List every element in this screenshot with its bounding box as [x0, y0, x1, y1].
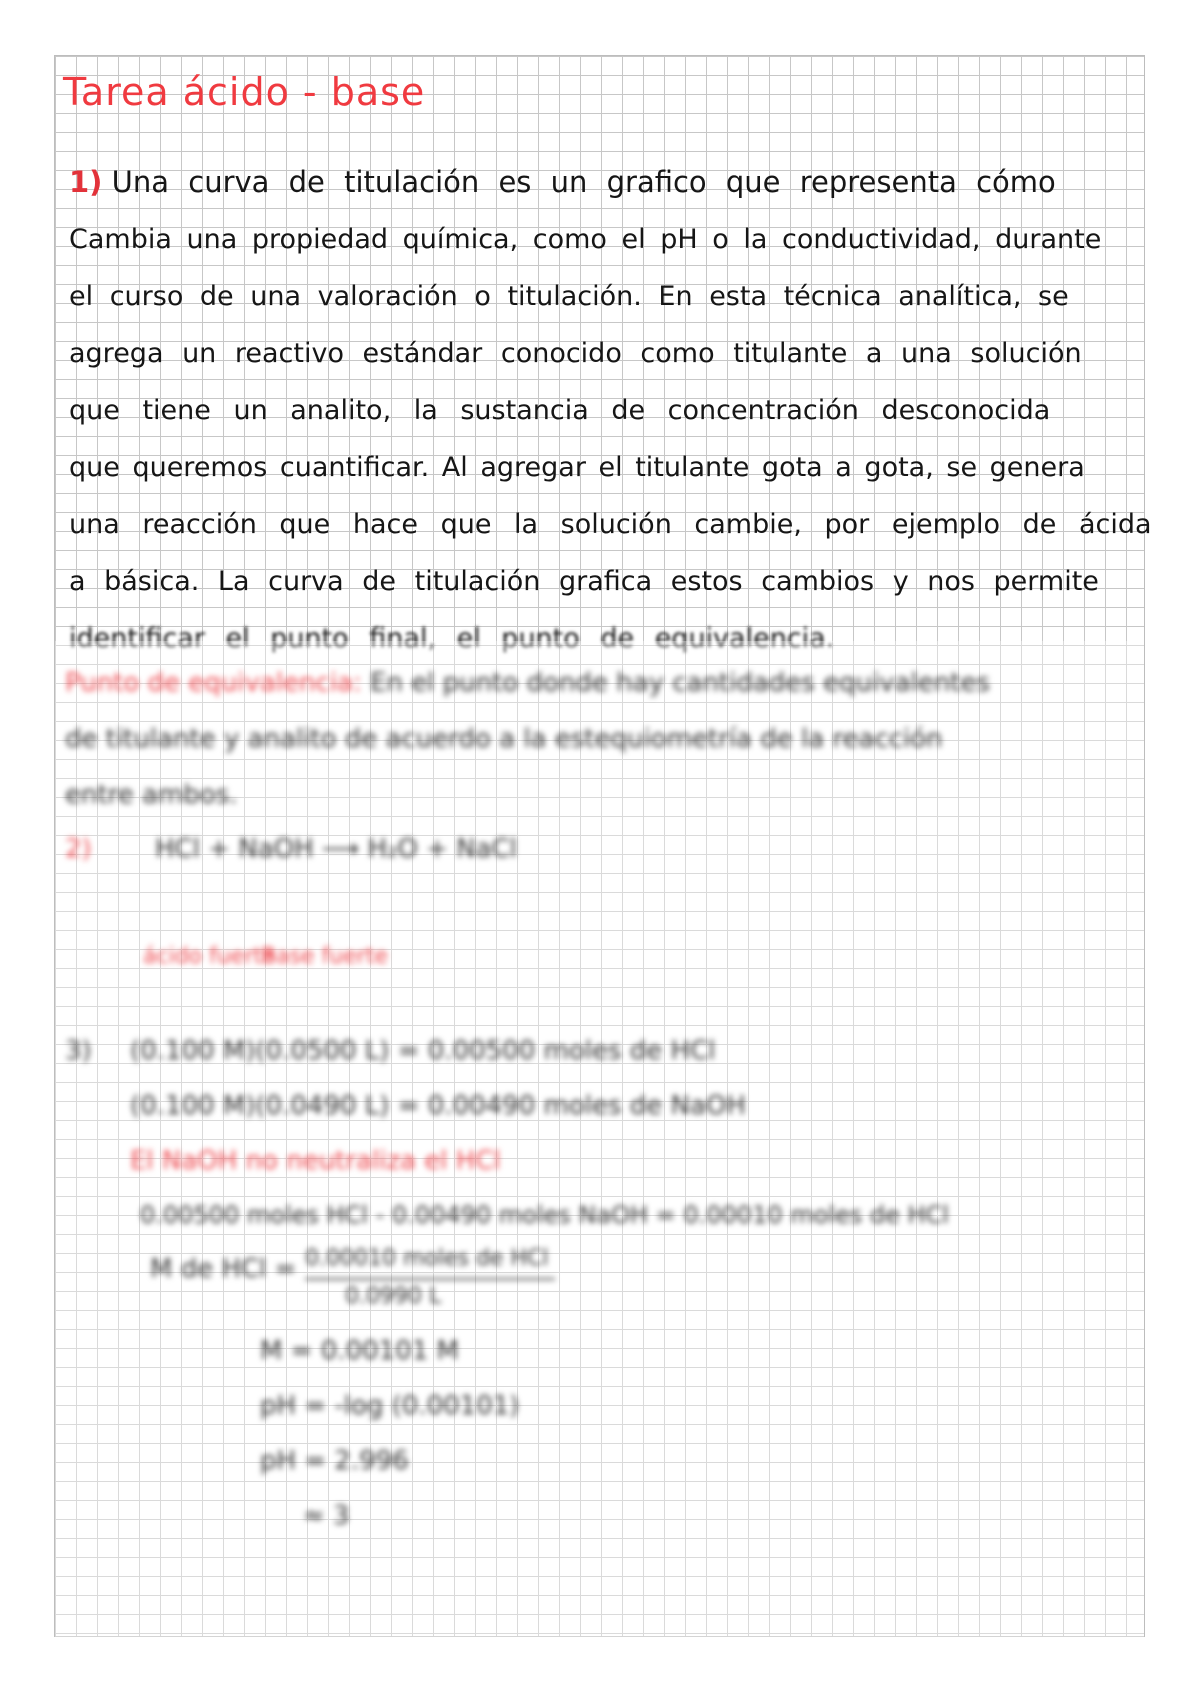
calc-line: 0.00500 moles HCl - 0.00490 moles NaOH = 0.00010 moles de HCl: [140, 1201, 949, 1229]
acid-label: ácido fuerte: [143, 944, 276, 969]
fraction-numerator: 0.00010 moles de HCl: [305, 1246, 549, 1271]
fraction-bar: [305, 1278, 555, 1280]
blurred-line: entre ambos.: [65, 780, 238, 810]
calc-line: pH = 2.996: [260, 1446, 409, 1476]
term-definition: En el punto donde hay cantidades equivalentes: [370, 668, 991, 698]
chemical-equation: HCl + NaOH ⟶ H₂O + NaCl: [155, 834, 517, 864]
paragraph-line: [69, 325, 1139, 382]
blurred-line: [65, 668, 990, 698]
grid-paper-sheet: [54, 55, 1152, 1637]
paragraph-line-text: que queremos cuantificar. Al agregar el titulante gota a gota, se genera: [69, 452, 1085, 483]
paragraph-line: [69, 268, 1139, 325]
paragraph-line-text: que tiene un analito, la sustancia de concentración desconocida: [69, 395, 1051, 426]
blurred-content: [55, 646, 1144, 1636]
paragraph-line: [69, 211, 1139, 268]
paragraph-line-text: a básica. La curva de titulación grafica estos cambios y nos permite: [69, 566, 1099, 597]
paragraph-line: [69, 553, 1139, 610]
fraction-denominator: 0.0990 L: [345, 1284, 442, 1309]
calc-label: M de HCl =: [150, 1254, 297, 1284]
section-1-paragraph: [69, 154, 1152, 667]
calc-result: ≈ 3: [303, 1501, 350, 1531]
term-label: Punto de equivalencia:: [65, 668, 362, 698]
paragraph-line-text: el curso de una valoración o titulación. En esta técnica analítica, se: [69, 281, 1069, 312]
calc-line: pH = -log (0.00101): [260, 1391, 520, 1421]
calc-line: (0.100 M)(0.0500 L) = 0.00500 moles de HCl: [130, 1036, 716, 1066]
paragraph-line: [69, 154, 1139, 211]
base-label: Base fuerte: [261, 944, 388, 969]
calc-line: (0.100 M)(0.0490 L) = 0.00490 moles de NaOH: [130, 1091, 746, 1121]
paragraph-line: [69, 496, 1152, 553]
question-number: 1): [69, 165, 103, 199]
paragraph-line-text: una reacción que hace que la solución cambie, por ejemplo de ácida: [69, 509, 1152, 540]
paragraph-line-text: Una curva de titulación es un grafico que representa cómo: [111, 165, 1056, 199]
paragraph-line: [69, 382, 1139, 439]
paragraph-line-text: identificar el punto final, el punto de equivalencia.: [69, 623, 835, 654]
paragraph-line: [69, 439, 1139, 496]
blurred-line: de titulante y analito de acuerdo a la estequiometría de la reacción: [65, 724, 943, 754]
document-title: Tarea ácido - base: [63, 70, 426, 114]
calc-line: M = 0.00101 M: [260, 1336, 459, 1366]
question-number: 3): [65, 1036, 92, 1066]
calc-note: El NaOH no neutraliza el HCl: [130, 1146, 501, 1176]
question-number: 2): [65, 834, 92, 864]
paragraph-line-text: Cambia una propiedad química, como el pH o la conductividad, durante: [69, 224, 1102, 255]
paragraph-line-text: agrega un reactivo estándar conocido como titulante a una solución: [69, 338, 1082, 369]
